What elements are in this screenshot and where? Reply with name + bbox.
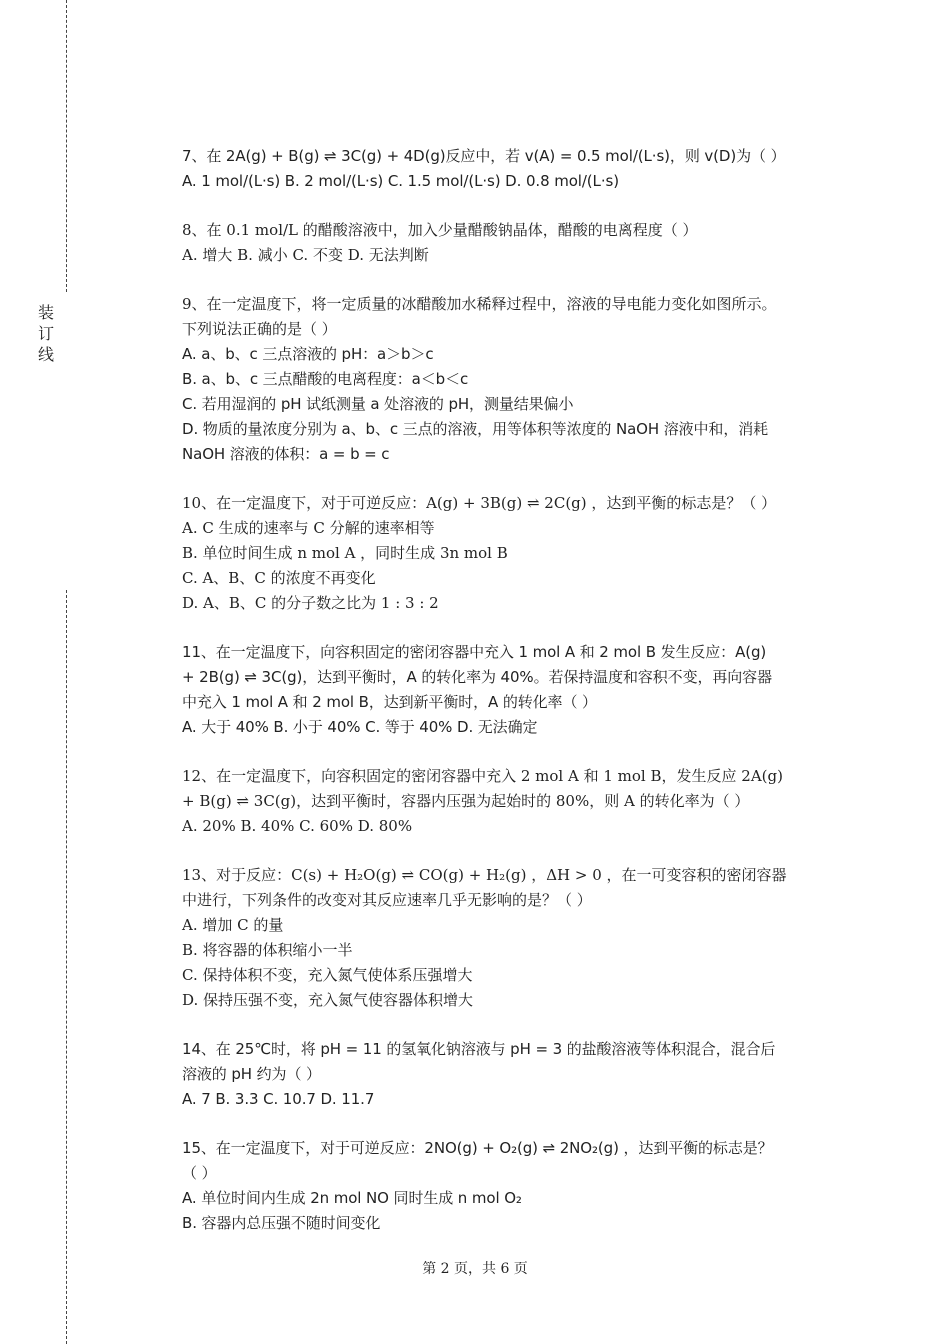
- binding-label-char: 订: [37, 324, 54, 343]
- option-c: C. 若用湿润的 pH 试纸测量 a 处溶液的 pH，测量结果偏小: [182, 395, 574, 413]
- option-a: A. 增加 C 的量: [182, 916, 284, 934]
- question-stem: 13、对于反应：C(s) + H₂O(g) ⇌ CO(g) + H₂(g) ，ΔH > 0 ，在一可变容积的密闭容器: [182, 866, 787, 884]
- page-footer: 第 2 页，共 6 页: [422, 1261, 528, 1277]
- question-options: A. 增大 B. 减小 C. 不变 D. 无法判断: [182, 246, 429, 264]
- option-b: B. 将容器的体积缩小一半: [182, 941, 353, 959]
- question-stem: 溶液的 pH 约为（ ）: [182, 1065, 321, 1083]
- question-12: [182, 764, 842, 839]
- question-11: [182, 640, 842, 740]
- question-stem: 11、在一定温度下，向容积固定的密闭容器中充入 1 mol A 和 2 mol B 发生反应：A(g): [182, 643, 767, 661]
- option-d: D. 保持压强不变，充入氮气使容器体积增大: [182, 991, 474, 1009]
- question-stem: 中进行，下列条件的改变对其反应速率几乎无影响的是？（ ）: [182, 891, 592, 909]
- option-d-continued: NaOH 溶液的体积：a = b = c: [182, 445, 390, 463]
- option-b: B. a、b、c 三点醋酸的电离程度：a＜b＜c: [182, 370, 469, 388]
- option-a: A. C 生成的速率与 C 分解的速率相等: [182, 519, 435, 537]
- binding-label-char: 线: [37, 345, 54, 364]
- binding-line-top: [66, 0, 67, 292]
- binding-label: [36, 302, 56, 365]
- question-15: [182, 1136, 842, 1236]
- question-options: A. 大于 40% B. 小于 40% C. 等于 40% D. 无法确定: [182, 718, 538, 736]
- question-stem: 8、在 0.1 mol/L 的醋酸溶液中，加入少量醋酸钠晶体，醋酸的电离程度（ ）: [182, 221, 698, 239]
- option-a: A. a、b、c 三点溶液的 pH：a＞b＞c: [182, 345, 434, 363]
- option-d: D. A、B、C 的分子数之比为 1 : 3 : 2: [182, 594, 439, 612]
- option-d: D. 物质的量浓度分别为 a、b、c 三点的溶液，用等体积等浓度的 NaOH 溶液中和，消耗: [182, 420, 769, 438]
- question-stem: + 2B(g) ⇌ 3C(g)，达到平衡时，A 的转化率为 40%。若保持温度和容积不变，再向容器: [182, 668, 772, 686]
- binding-line-bottom: [66, 590, 67, 1344]
- binding-label-char: 装: [37, 303, 54, 322]
- question-8: [182, 218, 842, 268]
- question-stem: 14、在 25℃时，将 pH = 11 的氢氧化钠溶液与 pH = 3 的盐酸溶液等体积混合，混合后: [182, 1040, 776, 1058]
- question-10: [182, 491, 842, 616]
- option-c: C. 保持体积不变，充入氮气使体系压强增大: [182, 966, 473, 984]
- question-7: [182, 144, 842, 194]
- question-14: [182, 1037, 842, 1112]
- question-list: [182, 144, 842, 1260]
- question-9: [182, 292, 842, 467]
- question-options: A. 7 B. 3.3 C. 10.7 D. 11.7: [182, 1090, 375, 1108]
- question-stem: 9、在一定温度下，将一定质量的冰醋酸加水稀释过程中，溶液的导电能力变化如图所示。: [182, 295, 777, 313]
- question-stem: （ ）: [182, 1164, 217, 1182]
- question-stem: 中充入 1 mol A 和 2 mol B，达到新平衡时，A 的转化率（ ）: [182, 693, 597, 711]
- question-options: A. 1 mol/(L·s) B. 2 mol/(L·s) C. 1.5 mol/(L·s) D. 0.8 mol/(L·s): [182, 172, 619, 190]
- question-13: [182, 863, 842, 1013]
- option-a: A. 单位时间内生成 2n mol NO 同时生成 n mol O₂: [182, 1189, 522, 1207]
- question-stem: + B(g) ⇌ 3C(g)，达到平衡时，容器内压强为起始时的 80%，则 A 的转化率为（ ）: [182, 792, 750, 810]
- question-stem: 7、在 2A(g) + B(g) ⇌ 3C(g) + 4D(g)反应中，若 v(A) = 0.5 mol/(L·s)，则 v(D)为（ ）: [182, 147, 786, 165]
- question-stem: 15、在一定温度下，对于可逆反应：2NO(g) + O₂(g) ⇌ 2NO₂(g) ，达到平衡的标志是？: [182, 1139, 773, 1157]
- option-c: C. A、B、C 的浓度不再变化: [182, 569, 376, 587]
- question-options: A. 20% B. 40% C. 60% D. 80%: [182, 817, 413, 835]
- question-stem: 10、在一定温度下，对于可逆反应：A(g) + 3B(g) ⇌ 2C(g) ，达到平衡的标志是？（ ）: [182, 494, 777, 512]
- question-stem: 12、在一定温度下，向容积固定的密闭容器中充入 2 mol A 和 1 mol B，发生反应 2A(g): [182, 767, 783, 785]
- question-stem: 下列说法正确的是（ ）: [182, 320, 337, 338]
- option-b: B. 单位时间生成 n mol A ，同时生成 3n mol B: [182, 544, 508, 562]
- option-b: B. 容器内总压强不随时间变化: [182, 1214, 381, 1232]
